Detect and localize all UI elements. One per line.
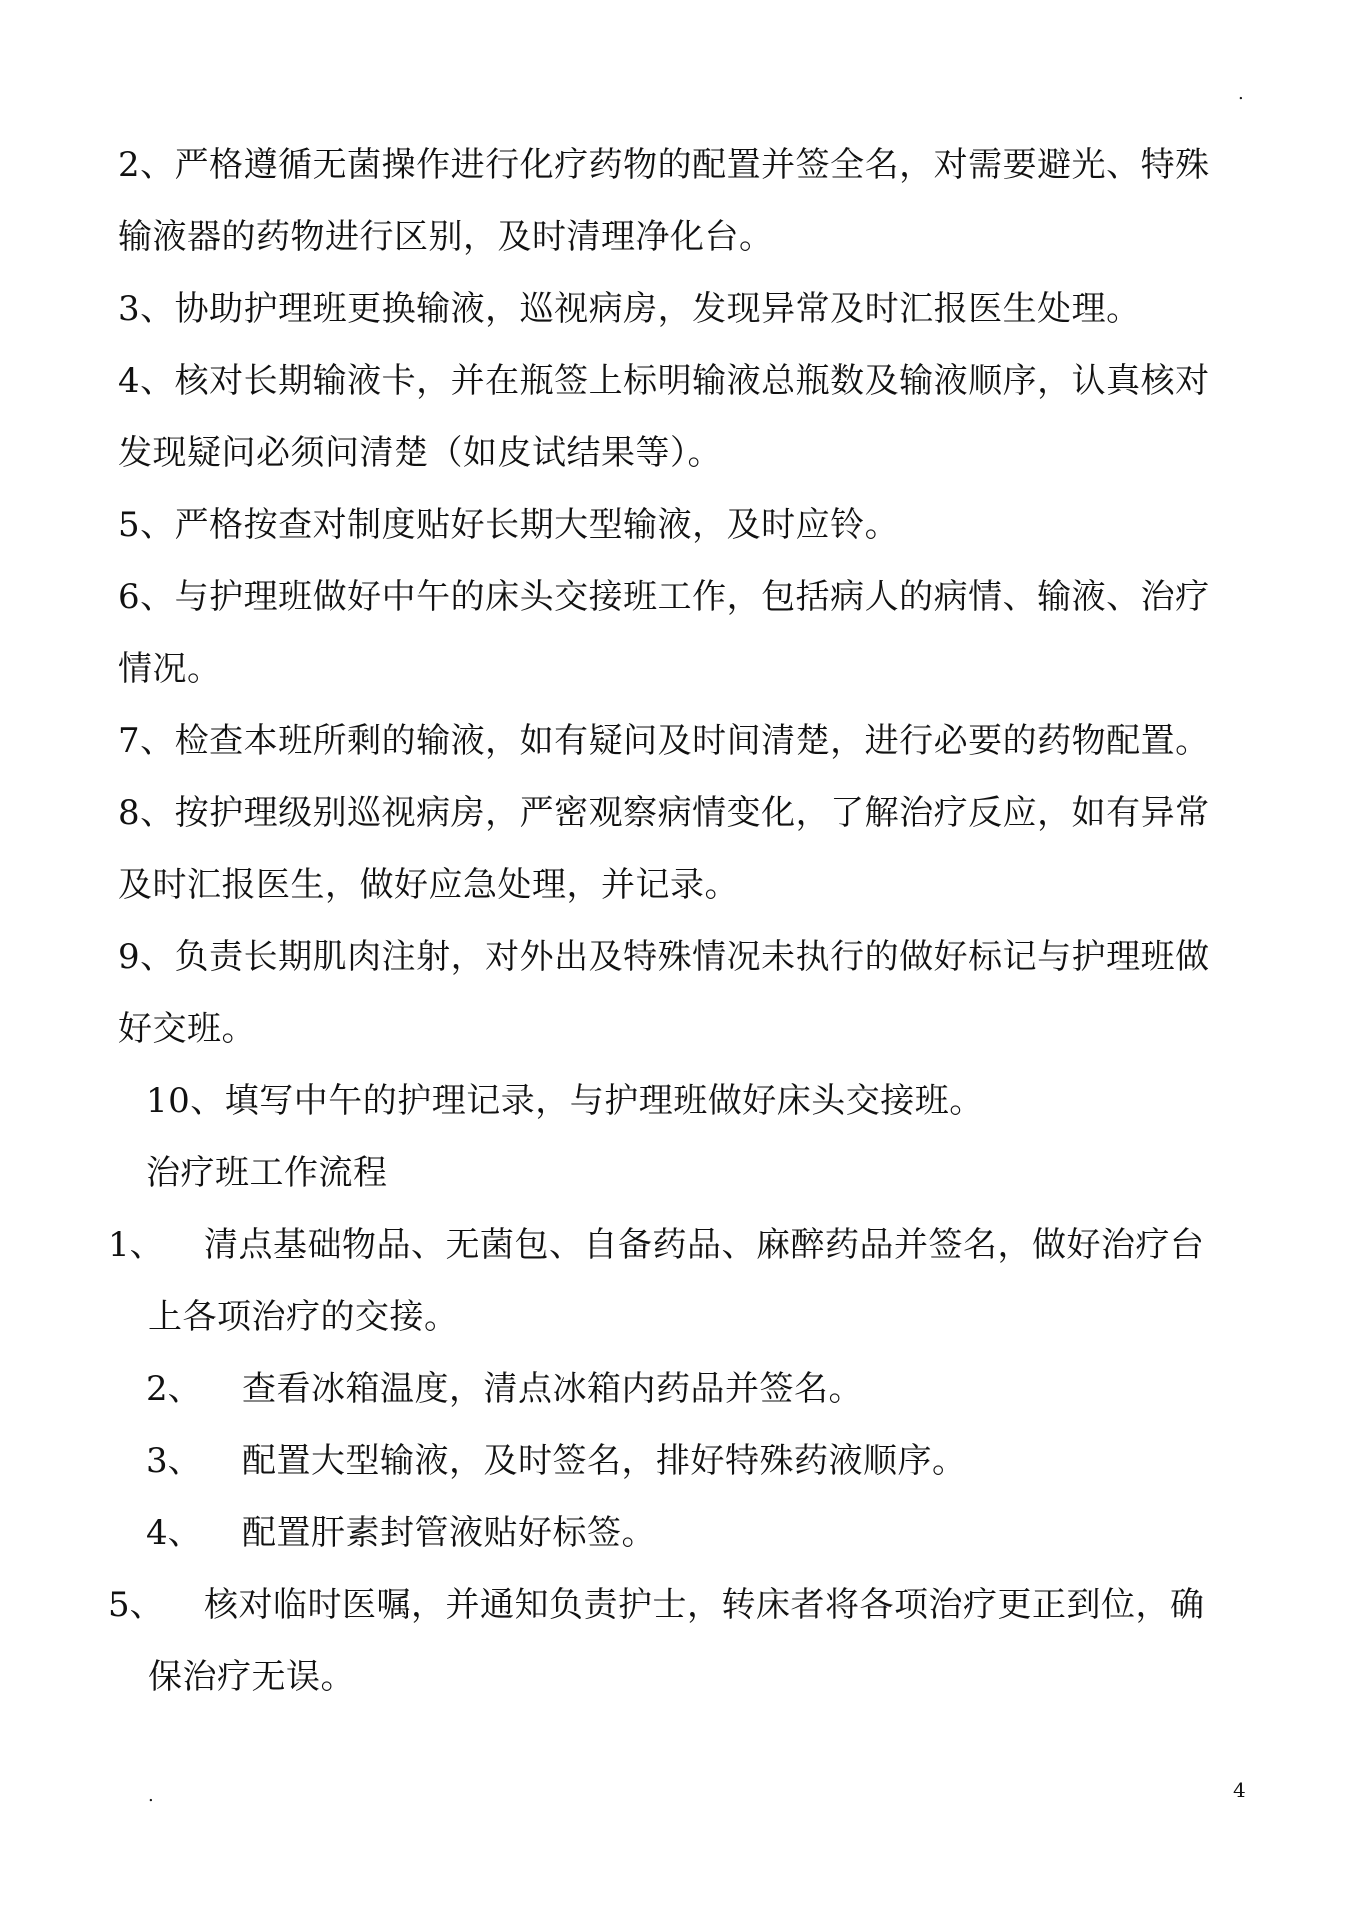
header-mark: . bbox=[1238, 83, 1244, 104]
paragraph-line: 及时汇报医生，做好应急处理，并记录。 bbox=[118, 865, 739, 905]
paragraph-line: 好交班。 bbox=[118, 1009, 256, 1049]
paragraph-line: 3、协助护理班更换输液，巡视病房，发现异常及时汇报医生处理。 bbox=[118, 289, 1141, 329]
list-item-number: 5、 bbox=[108, 1585, 164, 1625]
list-item-continuation: 保治疗无误。 bbox=[148, 1657, 355, 1697]
list-item-text: 查看冰箱温度，清点冰箱内药品并签名。 bbox=[242, 1369, 863, 1409]
list-item-number: 2、 bbox=[146, 1369, 202, 1409]
list-item-number: 1、 bbox=[108, 1225, 164, 1265]
list-item-text: 清点基础物品、无菌包、自备药品、麻醉药品并签名，做好治疗台 bbox=[204, 1225, 1205, 1265]
list-item-number: 4、 bbox=[146, 1513, 202, 1553]
page-number: 4 bbox=[1233, 1778, 1246, 1802]
list-item-continuation: 上各项治疗的交接。 bbox=[148, 1297, 459, 1337]
paragraph-line: 情况。 bbox=[118, 649, 222, 689]
paragraph-line: 4、核对长期输液卡，并在瓶签上标明输液总瓶数及输液顺序，认真核对 bbox=[118, 361, 1210, 401]
paragraph-line: 发现疑问必须问清楚（如皮试结果等）。 bbox=[118, 433, 722, 473]
paragraph-line: 7、检查本班所剩的输液，如有疑问及时间清楚，进行必要的药物配置。 bbox=[118, 721, 1210, 761]
paragraph-line: 5、严格按查对制度贴好长期大型输液，及时应铃。 bbox=[118, 505, 900, 545]
paragraph-line: 6、与护理班做好中午的床头交接班工作，包括病人的病情、输液、治疗 bbox=[118, 577, 1210, 617]
list-item-number: 3、 bbox=[146, 1441, 202, 1481]
paragraph-line: 10、填写中午的护理记录，与护理班做好床头交接班。 bbox=[146, 1081, 984, 1121]
paragraph-line: 9、负责长期肌肉注射，对外出及特殊情况未执行的做好标记与护理班做 bbox=[118, 937, 1210, 977]
list-item-text: 配置大型输液，及时签名，排好特殊药液顺序。 bbox=[242, 1441, 967, 1481]
paragraph-line: 8、按护理级别巡视病房，严密观察病情变化，了解治疗反应，如有异常 bbox=[118, 793, 1210, 833]
list-item-text: 核对临时医嘱，并通知负责护士，转床者将各项治疗更正到位，确 bbox=[204, 1585, 1205, 1625]
paragraph-line: 2、严格遵循无菌操作进行化疗药物的配置并签全名，对需要避光、特殊 bbox=[118, 145, 1210, 185]
list-item-text: 配置肝素封管液贴好标签。 bbox=[242, 1513, 656, 1553]
section-heading: 治疗班工作流程 bbox=[146, 1153, 388, 1193]
footer-mark: . bbox=[148, 1785, 154, 1806]
paragraph-line: 输液器的药物进行区别，及时清理净化台。 bbox=[118, 217, 774, 257]
